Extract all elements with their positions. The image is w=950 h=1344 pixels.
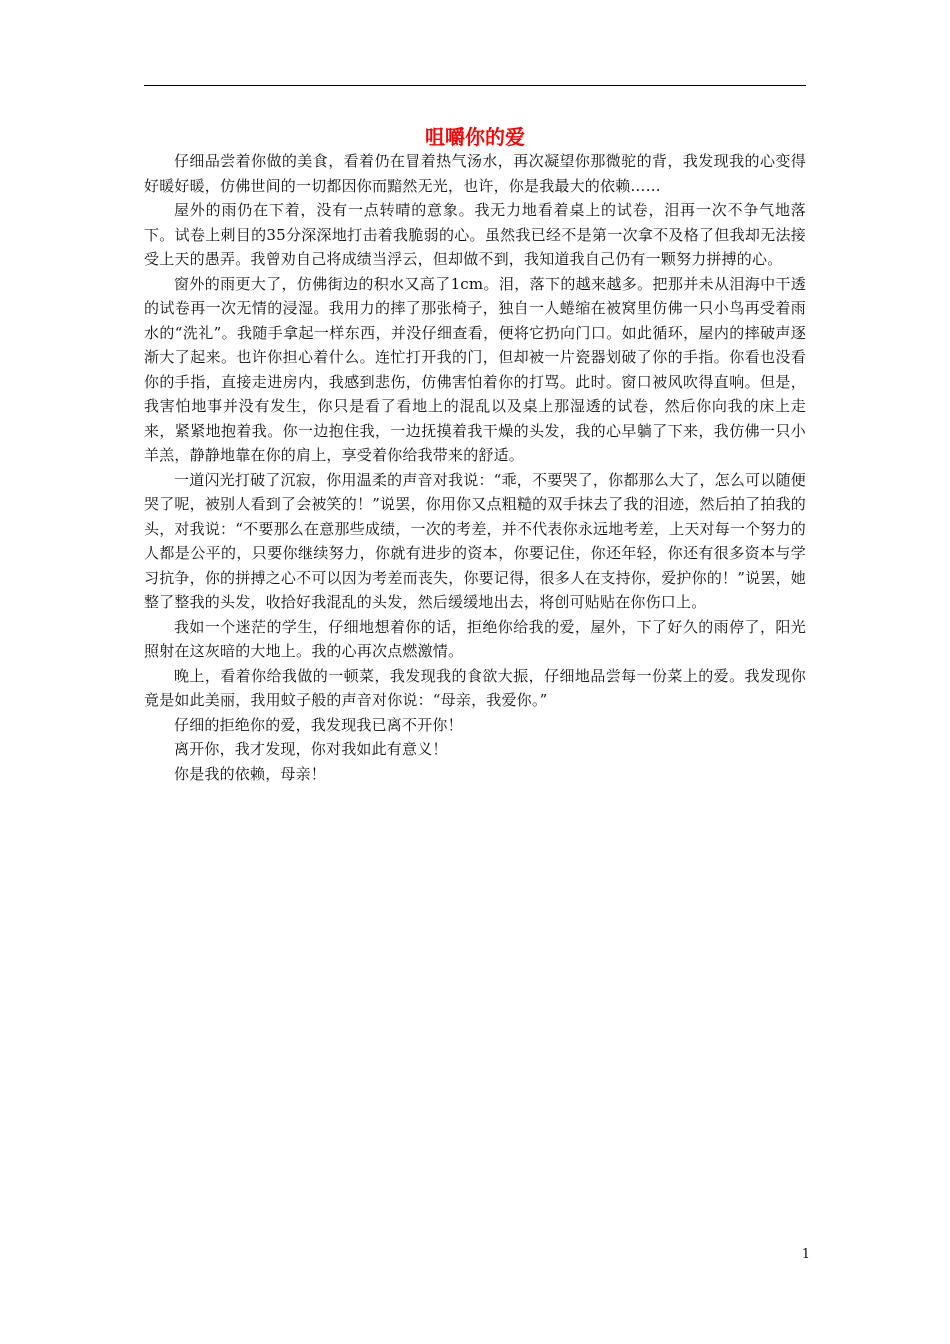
page-number: 1 — [801, 1247, 810, 1262]
paragraph-6: 晚上，看着你给我做的一顿菜，我发现我的食欲大振，仔细地品尝每一份菜上的爱。我发现你竟是如此美丽，我用蚊子般的声音对你说：“母亲，我爱你。” — [144, 666, 806, 709]
document-body — [144, 149, 806, 786]
paragraph-9: 你是我的依赖，母亲！ — [174, 764, 327, 783]
paragraph-1: 仔细品尝着你做的美食，看着仍在冒着热气汤水，再次凝望你那微驼的背，我发现我的心变得好暖好暖，仿佛世间的一切都因你而黯然无光，也许，你是我最大的依赖…… — [144, 152, 806, 195]
document-title: 咀嚼你的爱 — [425, 125, 525, 149]
paragraph-4: 一道闪光打破了沉寂，你用温柔的声音对我说：“乖，不要哭了，你都那么大了，怎么可以随便哭了呢，被别人看到了会被笑的！”说罢，你用你又点粗糙的双手抹去了我的泪迹，然后拍了拍我的头，对我说：“不要那么在意那些成绩，一次的考差，并不代表你永远地考差，上天对每一个努力的人都是公平的，只要你继续努力，你就有进步的资本，你要记住，你还年轻，你还有很多资本与学习抗争，你的拼搏之心不可以因为考差而丧失，你要记得，很多人在支持你，爱护你的！”说罢，她整了整我的头发，收拾好我混乱的头发，然后缓缓地出去，将创可贴贴在你伤口上。 — [144, 470, 806, 611]
paragraph-2: 屋外的雨仍在下着，没有一点转晴的意象。我无力地看着桌上的试卷，泪再一次不争气地落下。试卷上刺目的35分深深地打击着我脆弱的心。虽然我已经不是第一次拿不及格了但我却无法接受上天的愚弄。我曾劝自己将成绩当浮云，但却做不到，我知道我自己仍有一颗努力拼搏的心。 — [144, 201, 806, 268]
header-rule — [144, 85, 806, 86]
paragraph-5: 我如一个迷茫的学生，仔细地想着你的话，拒绝你给我的爱，屋外，下了好久的雨停了，阳光照射在这灰暗的大地上。我的心再次点燃激情。 — [144, 617, 806, 660]
paragraph-8: 离开你，我才发现，你对我如此有意义！ — [174, 740, 448, 758]
paragraph-3: 窗外的雨更大了，仿佛街边的积水又高了1cm。泪，落下的越来越多。把那并未从泪海中干透的试卷再一次无情的浸湿。我用力的摔了那张椅子，独自一人蜷缩在被窝里仿佛一只小鸟再受着雨水的“洗礼”。我随手拿起一样东西，并没仔细查看，便将它扔向门口。如此循环，屋内的摔破声逐渐大了起来。也许你担心着什么。连忙打开我的门，但却被一片瓷器划破了你的手指。你看也没看你的手指，直接走进房内，我感到悲伤，仿佛害怕着你的打骂。此时。窗口被风吹得直响。但是，我害怕地事并没有发生，你只是看了看地上的混乱以及桌上那湿透的试卷，然后你向我的床上走来，紧紧地抱着我。你一边抱住我，一边抚摸着我干燥的头发，我的心早躺了下来，我仿佛一只小羊羔，静静地靠在你的肩上，享受着你给我带来的舒适。 — [144, 274, 806, 464]
paragraph-7: 仔细的拒绝你的爱，我发现我已离不开你！ — [174, 715, 463, 734]
